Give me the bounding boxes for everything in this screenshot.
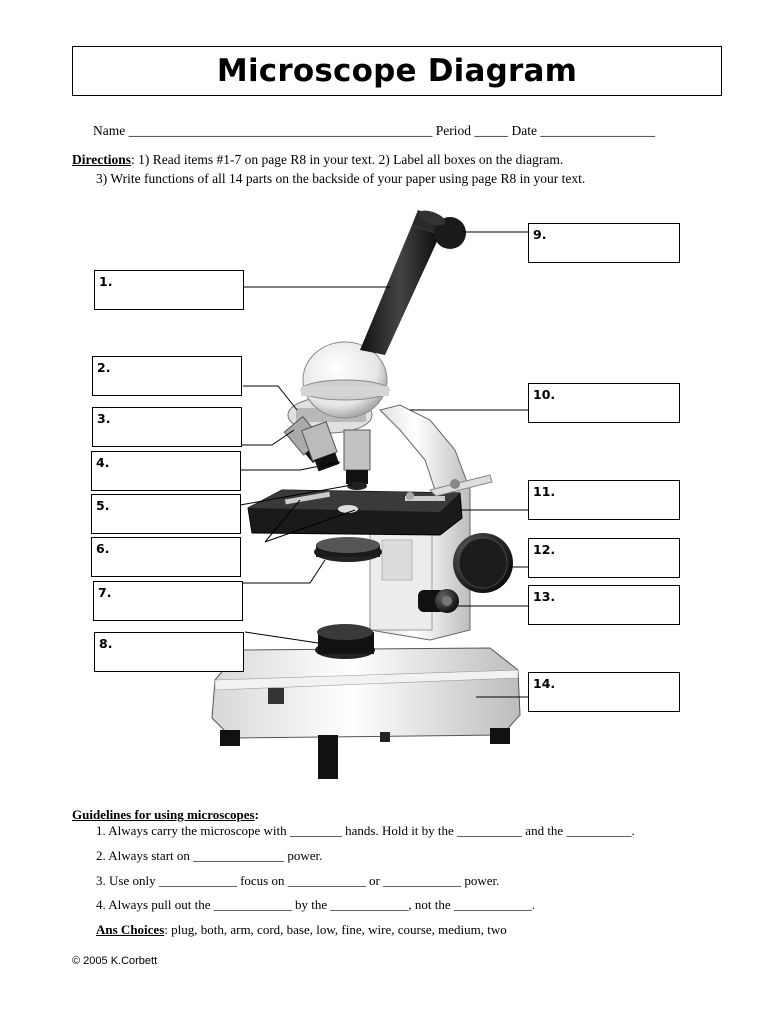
label-box-9[interactable] xyxy=(528,223,680,263)
label-number-7: 7. xyxy=(98,585,112,600)
label-box-12[interactable] xyxy=(528,538,680,578)
guidelines-heading-text: Guidelines for using microscopes xyxy=(72,807,255,822)
label-number-9: 9. xyxy=(533,227,547,242)
copyright: © 2005 K.Corbett xyxy=(72,955,158,967)
page-title: Microscope Diagram xyxy=(216,53,578,89)
directions-text-1: : 1) Read items #1-7 on page R8 in your text. 2) Label all boxes on the diagram. xyxy=(131,152,564,167)
guideline-item-3: 3. Use only ____________ focus on ____________ or ____________ power. xyxy=(96,873,500,888)
label-box-7[interactable] xyxy=(93,581,243,621)
guideline-item-4: 4. Always pull out the ____________ by the ____________, not the ____________. xyxy=(96,897,536,912)
answer-choices-label: Ans Choices xyxy=(96,922,165,937)
label-box-4[interactable] xyxy=(91,451,241,491)
label-box-3[interactable] xyxy=(92,407,242,447)
label-number-4: 4. xyxy=(96,455,110,470)
guidelines-heading-colon: : xyxy=(254,807,259,822)
label-box-1[interactable] xyxy=(94,270,244,310)
label-number-2: 2. xyxy=(97,360,111,375)
label-number-14: 14. xyxy=(533,676,556,691)
stage-illustration xyxy=(248,490,462,535)
diaphragm-illustration xyxy=(314,537,382,562)
label-number-3: 3. xyxy=(97,411,111,426)
eyepiece-illustration xyxy=(360,208,466,355)
lamp-illustration xyxy=(315,624,375,659)
label-box-6[interactable] xyxy=(91,537,241,577)
directions-line-1 xyxy=(72,152,563,168)
label-number-10: 10. xyxy=(533,387,556,402)
directions-label: Directions xyxy=(72,152,131,167)
label-number-5: 5. xyxy=(96,498,110,513)
label-number-11: 11. xyxy=(533,484,556,499)
answer-choices xyxy=(96,922,507,938)
guideline-item-1: 1. Always carry the microscope with ________ hands. Hold it by the __________ and the __________. xyxy=(96,823,635,838)
label-number-12: 12. xyxy=(533,542,556,557)
base-illustration xyxy=(212,648,520,779)
directions-line-2: 3) Write functions of all 14 parts on the backside of your paper using page R8 in your text. xyxy=(96,171,586,186)
label-box-11[interactable] xyxy=(528,480,680,520)
label-number-1: 1. xyxy=(99,274,113,289)
title-box xyxy=(72,46,722,96)
coarse-knob-illustration xyxy=(453,533,513,593)
label-box-14[interactable] xyxy=(528,672,680,712)
label-number-6: 6. xyxy=(96,541,110,556)
label-box-10[interactable] xyxy=(528,383,680,423)
label-box-13[interactable] xyxy=(528,585,680,625)
guidelines-heading xyxy=(72,807,259,823)
guideline-item-2: 2. Always start on ______________ power. xyxy=(96,848,323,863)
answer-choices-text: : plug, both, arm, cord, base, low, fine, wire, course, medium, two xyxy=(164,922,507,937)
name-period-date-line: Name _____________________________________________ Period _____ Date _________________ xyxy=(93,123,656,138)
label-number-13: 13. xyxy=(533,589,556,604)
label-box-5[interactable] xyxy=(91,494,241,534)
label-number-8: 8. xyxy=(99,636,113,651)
fine-knob-illustration xyxy=(418,589,459,613)
label-box-8[interactable] xyxy=(94,632,244,672)
label-box-2[interactable] xyxy=(92,356,242,396)
